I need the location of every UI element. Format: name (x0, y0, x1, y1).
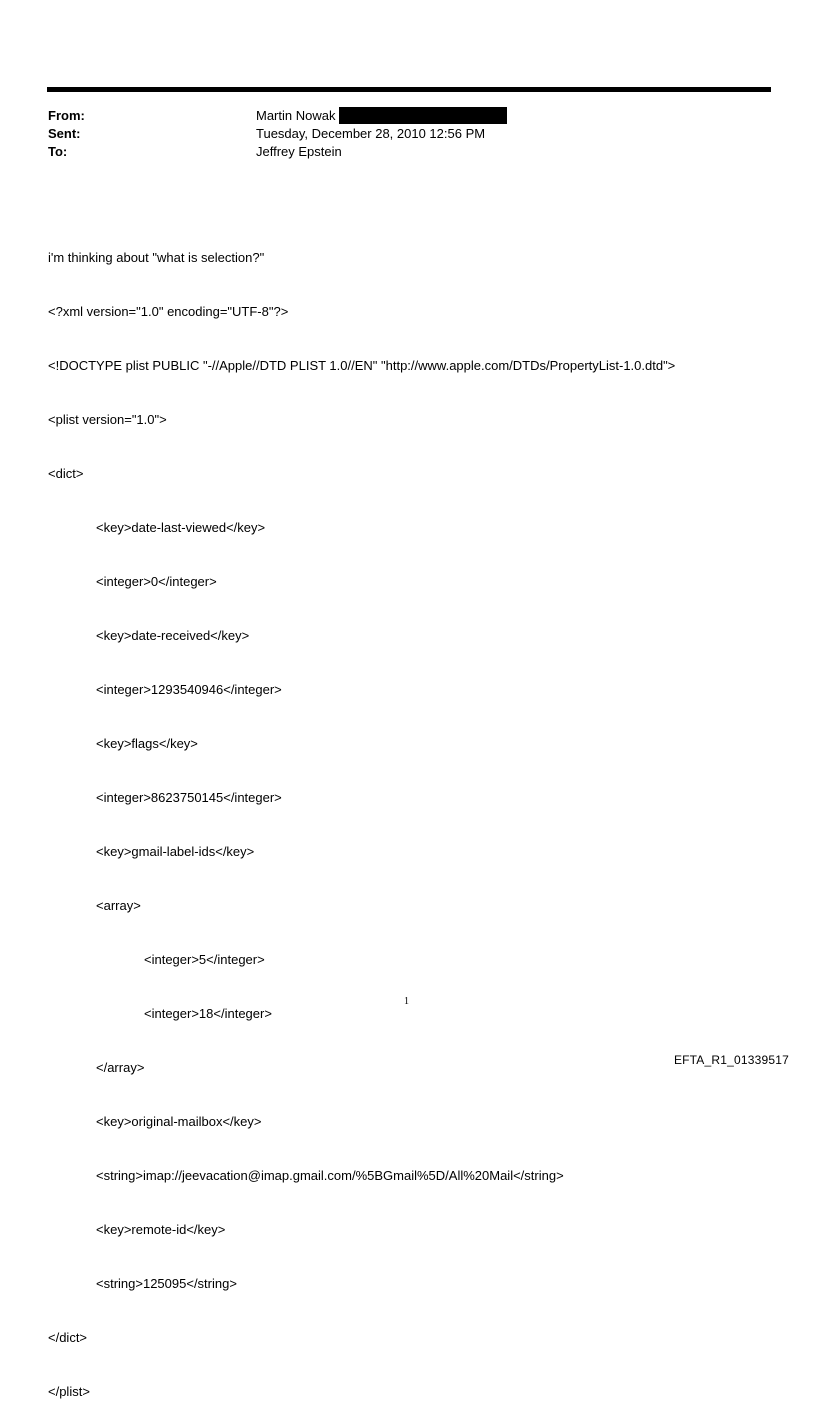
body-line: <dict> (48, 466, 84, 481)
page-number: 1 (404, 996, 409, 1007)
body-line: <array> (96, 898, 141, 913)
from-label: From: (48, 108, 85, 123)
redaction-block (339, 107, 507, 124)
from-value (256, 107, 507, 125)
body-line: <integer>18</integer> (144, 1006, 272, 1021)
header-rule (47, 87, 771, 92)
to-label: To: (48, 144, 68, 159)
body-line: <key>original-mailbox</key> (96, 1114, 262, 1129)
body-line: <key>date-last-viewed</key> (96, 520, 266, 535)
body-line: i'm thinking about "what is selection?" (48, 250, 265, 265)
body-line: <integer>0</integer> (96, 574, 217, 589)
body-line: <!DOCTYPE plist PUBLIC "-//Apple//DTD PLIST 1.0//EN" "http://www.apple.com/DTDs/PropertyList-1.0.dtd"> (48, 358, 676, 373)
body-line: </plist> (48, 1384, 90, 1399)
body-line: <key>date-received</key> (96, 628, 250, 643)
body-line: </array> (96, 1060, 145, 1075)
from-name: Martin Nowak (256, 108, 336, 123)
sent-label: Sent: (48, 126, 81, 141)
body-line: </dict> (48, 1330, 88, 1345)
body-line: <?xml version="1.0" encoding="UTF-8"?> (48, 304, 289, 319)
body-line: <key>gmail-label-ids</key> (96, 844, 255, 859)
body-line: <string>imap://jeevacation@imap.gmail.com/%5BGmail%5D/All%20Mail</string> (96, 1168, 564, 1183)
email-body (48, 213, 675, 1419)
document-id: EFTA_R1_01339517 (673, 1053, 789, 1067)
sent-value: Tuesday, December 28, 2010 12:56 PM (256, 126, 486, 141)
body-line: <string>125095</string> (96, 1276, 237, 1291)
body-line: <integer>1293540946</integer> (96, 682, 282, 697)
body-line: <key>flags</key> (96, 736, 198, 751)
body-line: <integer>8623750145</integer> (96, 790, 282, 805)
body-line: <key>remote-id</key> (96, 1222, 226, 1237)
body-line: <integer>5</integer> (144, 952, 265, 967)
to-value: Jeffrey Epstein (256, 144, 342, 159)
body-line: <plist version="1.0"> (48, 412, 167, 427)
